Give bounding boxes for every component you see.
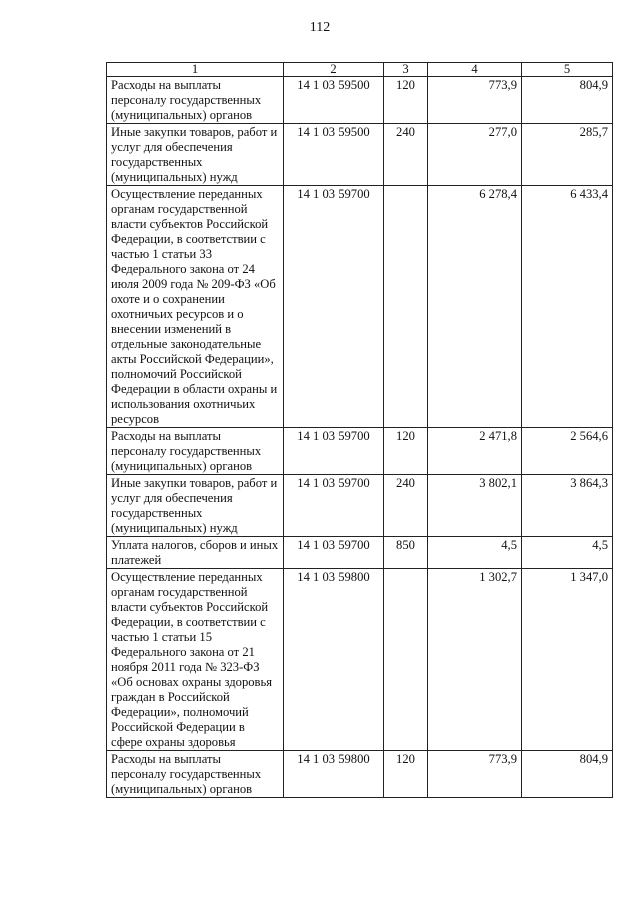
table-row: [107, 569, 613, 751]
row-value-col5: 2 564,6: [522, 428, 613, 475]
table-row: [107, 124, 613, 186]
row-value-col4: 277,0: [428, 124, 522, 186]
row-value-col4: 2 471,8: [428, 428, 522, 475]
row-code: 14 1 03 59800: [284, 751, 384, 798]
row-value-col4: 1 302,7: [428, 569, 522, 751]
row-expense-type: 120: [384, 428, 428, 475]
row-value-col4: 3 802,1: [428, 475, 522, 537]
column-header-5: 5: [522, 63, 613, 77]
row-expense-type: 240: [384, 475, 428, 537]
table-row: [107, 428, 613, 475]
row-name: Расходы на выплаты персоналу государственных (муниципальных) органов: [107, 751, 284, 798]
row-value-col5: 285,7: [522, 124, 613, 186]
table-row: [107, 77, 613, 124]
row-value-col4: 773,9: [428, 751, 522, 798]
row-expense-type: 120: [384, 751, 428, 798]
row-value-col4: 4,5: [428, 537, 522, 569]
column-header-1: 1: [107, 63, 284, 77]
row-code: 14 1 03 59500: [284, 77, 384, 124]
table-row: [107, 751, 613, 798]
row-code: 14 1 03 59500: [284, 124, 384, 186]
row-code: 14 1 03 59800: [284, 569, 384, 751]
row-value-col5: 6 433,4: [522, 186, 613, 428]
table-row: [107, 186, 613, 428]
row-code: 14 1 03 59700: [284, 475, 384, 537]
row-code: 14 1 03 59700: [284, 186, 384, 428]
row-name: Уплата налогов, сборов и иных платежей: [107, 537, 284, 569]
row-name: Осуществление переданных органам государственной власти субъектов Российской Федерации, в соответствии с частью 1 статьи 33 Федерального закона от 24 июля 2009 года № 209-ФЗ «Об охоте и о сохранении охотничьих ресурсов и о внесении изменений в отдельные законодательные акты Российской Федерации», полномочий Российской Федерации в области охраны и использования охотничьих ресурсов: [107, 186, 284, 428]
column-header-3: 3: [384, 63, 428, 77]
row-name: Иные закупки товаров, работ и услуг для обеспечения государственных (муниципальных) нужд: [107, 475, 284, 537]
row-value-col4: 773,9: [428, 77, 522, 124]
table-row: [107, 537, 613, 569]
row-value-col5: 804,9: [522, 77, 613, 124]
row-code: 14 1 03 59700: [284, 428, 384, 475]
row-expense-type: 120: [384, 77, 428, 124]
row-expense-type: 850: [384, 537, 428, 569]
table-row: [107, 475, 613, 537]
column-header-4: 4: [428, 63, 522, 77]
row-value-col5: 804,9: [522, 751, 613, 798]
row-name: Иные закупки товаров, работ и услуг для обеспечения государственных (муниципальных) нужд: [107, 124, 284, 186]
page-number: 112: [309, 20, 331, 35]
column-header-2: 2: [284, 63, 384, 77]
row-value-col5: 1 347,0: [522, 569, 613, 751]
row-value-col5: 3 864,3: [522, 475, 613, 537]
row-expense-type: [384, 186, 428, 428]
table-header-row: [107, 63, 613, 77]
row-name: Осуществление переданных органам государственной власти субъектов Российской Федерации, в соответствии с частью 1 статьи 15 Федерального закона от 21 ноября 2011 года № 323-ФЗ «Об основах охраны здоровья граждан в Российской Федерации», полномочий Российской Федерации в сфере охраны здоровья: [107, 569, 284, 751]
row-value-col4: 6 278,4: [428, 186, 522, 428]
row-code: 14 1 03 59700: [284, 537, 384, 569]
budget-table: [106, 62, 613, 798]
row-name: Расходы на выплаты персоналу государственных (муниципальных) органов: [107, 77, 284, 124]
row-expense-type: 240: [384, 124, 428, 186]
row-value-col5: 4,5: [522, 537, 613, 569]
row-expense-type: [384, 569, 428, 751]
row-name: Расходы на выплаты персоналу государственных (муниципальных) органов: [107, 428, 284, 475]
